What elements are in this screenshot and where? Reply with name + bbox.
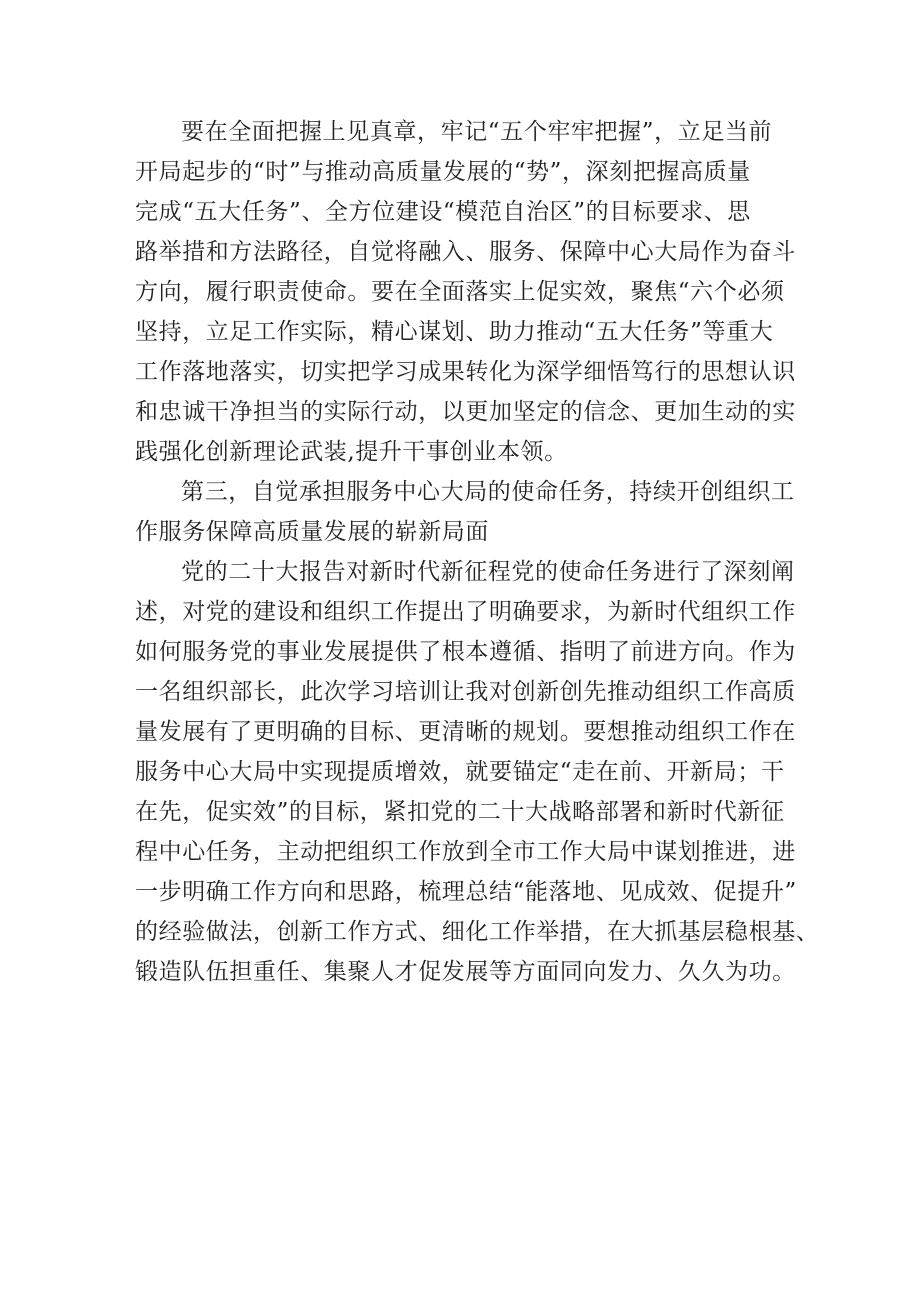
paragraph-line: 述，对党的建设和组织工作提出了明确要求，为新时代组织工作 <box>135 599 796 625</box>
paragraph-1 <box>135 112 795 472</box>
paragraph-line: 工作落地落实，切实把学习成果转化为深学细悟笃行的思想认识 <box>135 359 796 385</box>
paragraph-line: 第三，自觉承担服务中心大局的使命任务，持续开创组织工 <box>181 479 795 505</box>
paragraph-line: 坚持，立足工作实际，精心谋划、助力推动“五大任务”等重大 <box>135 319 774 345</box>
paragraph-line: 一名组织部长，此次学习培训让我对创新创先推动组织工作高质 <box>135 679 796 705</box>
paragraph-line: 在先，促实效”的目标，紧扣党的二十大战略部署和新时代新征 <box>135 799 785 825</box>
paragraph-line: 量发展有了更明确的目标、更清晰的规划。要想推动组织工作在 <box>135 719 796 745</box>
paragraph-line: 如何服务党的事业发展提供了根本遵循、指明了前进方向。作为 <box>135 639 796 665</box>
paragraph-3 <box>135 552 820 992</box>
paragraph-line: 程中心任务，主动把组织工作放到全市工作大局中谋划推进，进 <box>135 839 796 865</box>
paragraph-line: 践强化创新理论武装,提升干事创业本领。 <box>135 439 568 465</box>
paragraph-line: 方向，履行职责使命。要在全面落实上促实效，聚焦“六个必须 <box>135 279 785 305</box>
paragraph-line: 完成“五大任务”、全方位建设“模范自治区”的目标要求、思 <box>135 199 751 225</box>
paragraph-line: 路举措和方法路径，自觉将融入、服务、保障中心大局作为奋斗 <box>135 239 796 265</box>
paragraph-line: 党的二十大报告对新时代新征程党的使命任务进行了深刻阐 <box>181 559 795 585</box>
paragraph-line: 开局起步的“时”与推动高质量发展的“势”，深刻把握高质量 <box>135 159 751 185</box>
paragraph-line: 作服务保障高质量发展的崭新局面 <box>135 519 489 545</box>
paragraph-line: 一步明确工作方向和思路，梳理总结“能落地、见成效、促提升” <box>135 879 797 905</box>
paragraph-line: 要在全面把握上见真章，牢记“五个牢牢把握”，立足当前 <box>181 119 773 145</box>
paragraph-line: 的经验做法，创新工作方式、细化工作举措，在大抓基层稳根基、 <box>135 919 820 945</box>
section-heading-paragraph <box>135 472 795 552</box>
document-body <box>135 112 820 992</box>
paragraph-line: 服务中心大局中实现提质增效，就要锚定“走在前、开新局；干 <box>135 759 785 785</box>
paragraph-line: 和忠诚干净担当的实际行动，以更加坚定的信念、更加生动的实 <box>135 399 796 425</box>
paragraph-line: 锻造队伍担重任、集聚人才促发展等方面同向发力、久久为功。 <box>135 959 796 985</box>
